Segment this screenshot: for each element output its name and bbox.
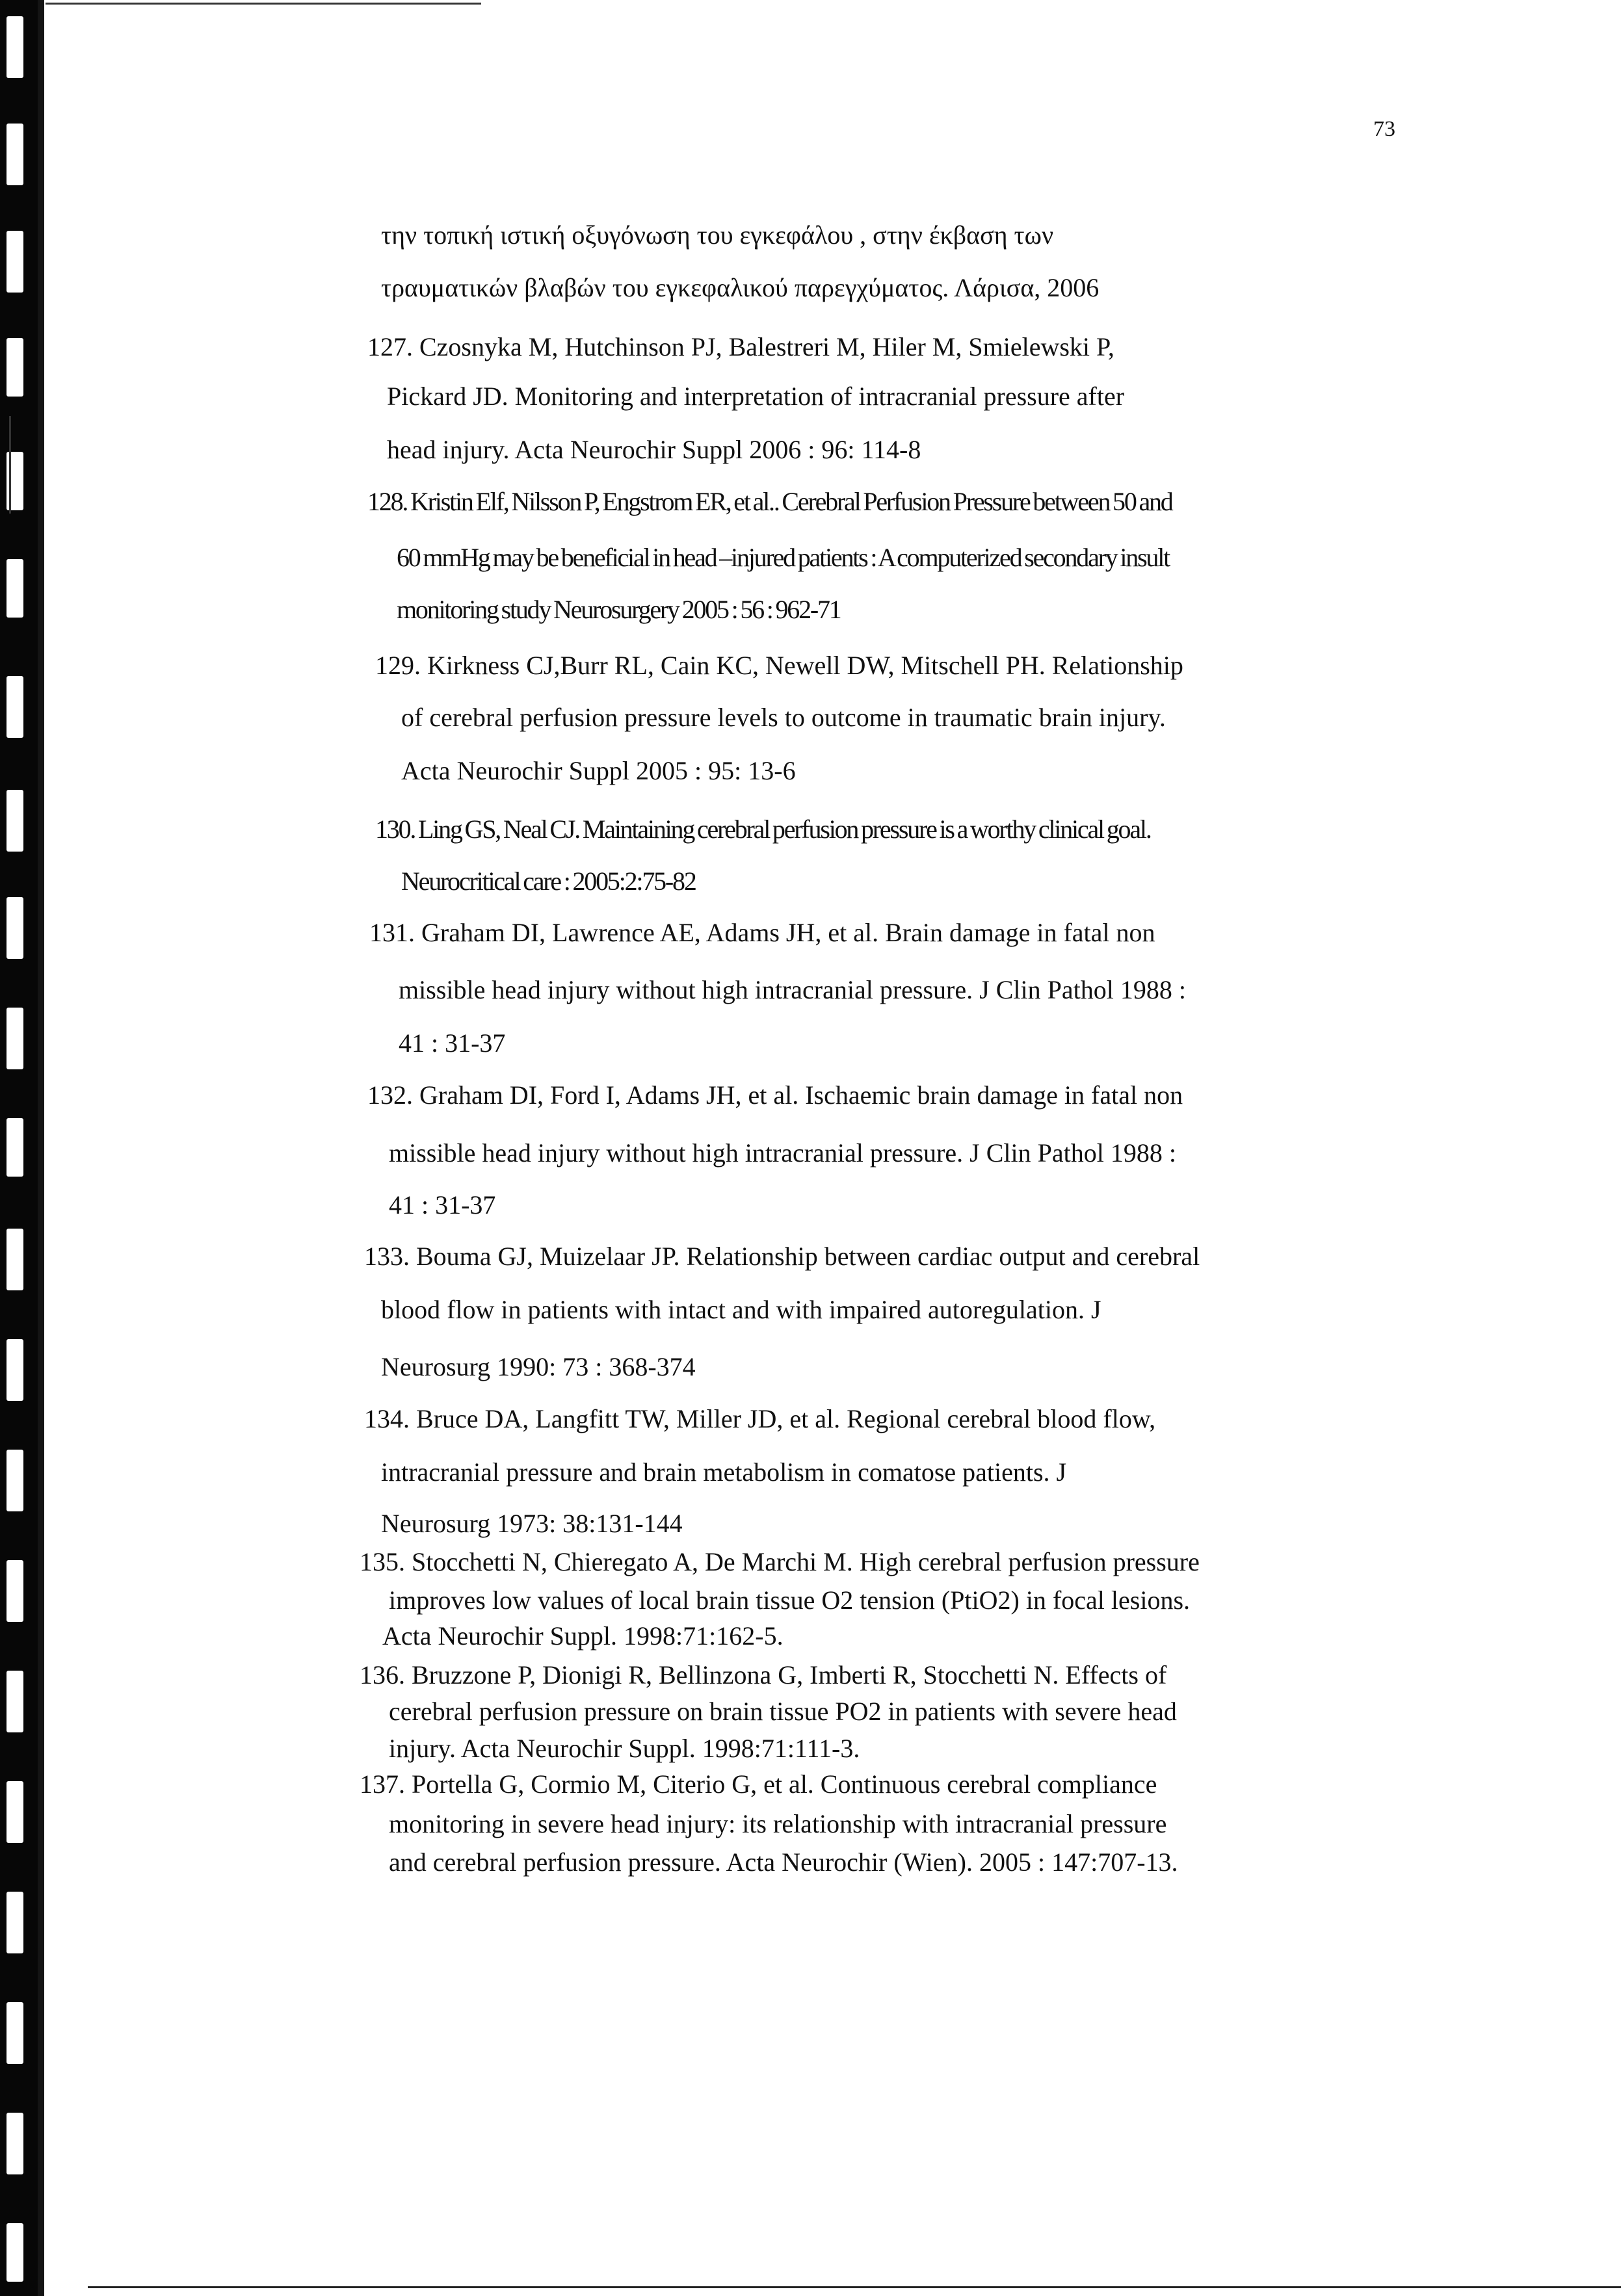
reference-line: 128. Kristin Elf, Nilsson P, Engstrom ER, et al.. Cerebral Perfusion Pressure between 50 and (367, 487, 1172, 516)
reference-line: 137. Portella G, Cormio M, Citerio G, et al. Continuous cerebral compliance (360, 1769, 1157, 1799)
film-perforation (7, 2223, 23, 2282)
film-perforation (7, 1118, 23, 1177)
reference-line: improves low values of local brain tissue O2 tension (PtiO2) in focal lesions. (389, 1585, 1191, 1615)
reference-line: missible head injury without high intracranial pressure. J Clin Pathol 1988 : (389, 1138, 1176, 1168)
page-number: 73 (1373, 117, 1395, 141)
reference-line: 127. Czosnyka M, Hutchinson PJ, Balestreri M, Hiler M, Smielewski P, (367, 332, 1114, 361)
reference-line: 131. Graham DI, Lawrence AE, Adams JH, et al. Brain damage in fatal non (369, 918, 1155, 947)
reference-line: blood flow in patients with intact and with impaired autoregulation. J (381, 1295, 1101, 1324)
reference-line: 133. Bouma GJ, Muizelaar JP. Relationship between cardiac output and cerebral (364, 1242, 1200, 1271)
reference-line: Neurosurg 1973: 38:131-144 (381, 1509, 683, 1538)
reference-line: τραυματικών βλαβών του εγκεφαλικού παρεγχύματος. Λάρισα, 2006 (381, 273, 1100, 302)
reference-line: monitoring in severe head injury: its relationship with intracranial pressure (389, 1809, 1167, 1838)
reference-line: monitoring study Neurosurgery 2005 : 56 : 962-71 (397, 595, 841, 624)
film-perforation (7, 16, 23, 78)
reference-line: 129. Kirkness CJ,Burr RL, Cain KC, Newell DW, Mitschell PH. Relationship (375, 651, 1183, 680)
reference-line: and cerebral perfusion pressure. Acta Neurochir (Wien). 2005 : 147:707-13. (389, 1847, 1178, 1877)
reference-line: Neurocritical care : 2005:2:75-82 (401, 867, 696, 896)
reference-line: injury. Acta Neurochir Suppl. 1998:71:111-3. (389, 1734, 860, 1763)
reference-line: 41 : 31-37 (389, 1190, 496, 1220)
film-perforation (7, 2002, 23, 2064)
film-perforation (7, 1229, 23, 1290)
film-perforation (7, 1560, 23, 1622)
reference-line: of cerebral perfusion pressure levels to outcome in traumatic brain injury. (401, 703, 1166, 732)
film-perforation (7, 897, 23, 959)
reference-line: 135. Stocchetti N, Chieregato A, De Marchi M. High cerebral perfusion pressure (360, 1547, 1200, 1576)
reference-line: 134. Bruce DA, Langfitt TW, Miller JD, et al. Regional cerebral blood flow, (364, 1404, 1156, 1433)
reference-line: 130. Ling GS, Neal CJ. Maintaining cerebral perfusion pressure is a worthy clinical goal. (375, 815, 1151, 844)
reference-line: 132. Graham DI, Ford I, Adams JH, et al. Ischaemic brain damage in fatal non (367, 1080, 1183, 1110)
film-perforation (7, 1781, 23, 1843)
reference-line: Acta Neurochir Suppl. 1998:71:162-5. (382, 1621, 784, 1650)
top-rule (46, 3, 481, 5)
film-perforation (7, 124, 23, 185)
film-perforation (7, 231, 23, 293)
reference-line: Neurosurg 1990: 73 : 368-374 (381, 1352, 696, 1381)
film-perforation (7, 1450, 23, 1511)
reference-line: head injury. Acta Neurochir Suppl 2006 : 96: 114-8 (387, 435, 921, 464)
film-perforation (7, 790, 23, 852)
reference-line: 60 mmHg may be beneficial in head –injured patients : A computerized secondary insult (397, 543, 1170, 572)
reference-line: missible head injury without high intracranial pressure. J Clin Pathol 1988 : (399, 975, 1186, 1004)
bottom-rule (88, 2286, 1621, 2288)
film-perforation (7, 2113, 23, 2174)
film-perforation (7, 1892, 23, 1953)
film-perforation (7, 676, 23, 738)
film-perforation (7, 1339, 23, 1401)
reference-line: 41 : 31-37 (399, 1028, 506, 1058)
reference-line: την τοπική ιστική οξυγόνωση του εγκεφάλου , στην έκβαση των (381, 220, 1054, 250)
film-perforation (7, 559, 23, 618)
reference-line: Pickard JD. Monitoring and interpretation of intracranial pressure after (387, 382, 1125, 411)
scan-mark (9, 416, 11, 514)
reference-line: 136. Bruzzone P, Dionigi R, Bellinzona G, Imberti R, Stocchetti N. Effects of (360, 1660, 1167, 1689)
reference-line: cerebral perfusion pressure on brain tissue PO2 in patients with severe head (389, 1697, 1177, 1726)
film-perforation (7, 1008, 23, 1069)
reference-line: intracranial pressure and brain metabolism in comatose patients. J (381, 1457, 1067, 1487)
film-strip-border (0, 0, 38, 2296)
film-strip-edge (38, 0, 44, 2296)
reference-line: Acta Neurochir Suppl 2005 : 95: 13-6 (401, 756, 796, 785)
film-perforation (7, 1671, 23, 1732)
film-perforation (7, 338, 23, 397)
